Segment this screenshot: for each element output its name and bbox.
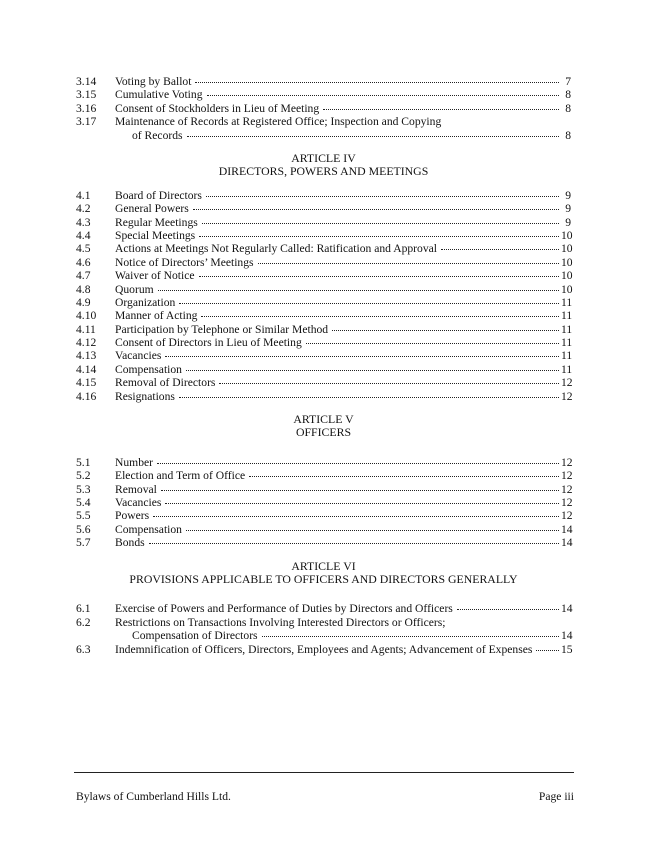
toc-entry: [76, 390, 571, 403]
toc-entry-number: 4.12: [76, 336, 97, 350]
dot-leader: [157, 462, 559, 464]
toc-entry-page: 12: [561, 376, 573, 390]
footer-page-number: Page iii: [538, 790, 574, 803]
toc-entry-page: 12: [561, 496, 573, 509]
toc-entry-page: 8: [565, 128, 571, 142]
toc-entry: [76, 483, 571, 496]
toc-entry: [76, 115, 571, 128]
toc-entry-title: Vacancies: [115, 496, 162, 509]
toc-entry-title: Removal: [115, 482, 157, 496]
toc-entry-page: 8: [565, 101, 571, 115]
dot-leader: [457, 608, 559, 610]
toc-entry-page: 14: [561, 602, 573, 616]
dot-leader: [199, 275, 559, 277]
toc-entry-page: 11: [561, 309, 573, 323]
toc-entry-title: Board of Directors: [115, 188, 202, 202]
footer-divider: [74, 772, 574, 773]
dot-leader: [165, 355, 559, 357]
toc-entry-title: Participation by Telephone or Similar Method: [115, 322, 329, 336]
dot-leader: [179, 302, 559, 304]
toc-entry-title: Manner of Acting: [115, 309, 198, 323]
toc-entry: [76, 349, 571, 362]
toc-entry-number: 5.6: [76, 522, 91, 536]
toc-entry-number: 5.1: [76, 455, 91, 469]
toc-entry-number: 4.13: [76, 349, 97, 363]
toc-entry-page: 10: [561, 282, 573, 296]
article-entries: [76, 456, 571, 550]
article-entries: [76, 602, 571, 656]
dot-leader: [153, 515, 559, 517]
toc-entry: [76, 202, 571, 215]
toc-entry-page: 15: [561, 642, 573, 656]
dot-leader: [193, 208, 559, 210]
toc-entry-number: 5.3: [76, 482, 91, 496]
dot-leader: [201, 315, 559, 317]
toc-entry-number: 3.16: [76, 101, 97, 115]
dot-leader: [186, 369, 559, 371]
toc-entry: [76, 229, 571, 242]
toc-entry-page: 11: [561, 349, 573, 363]
toc-entry-title: Vacancies: [115, 349, 162, 363]
toc-entry-title: Bonds: [115, 536, 145, 550]
dot-leader: [249, 475, 559, 477]
toc-entry-number: 3.14: [76, 75, 97, 88]
toc-entry: [76, 602, 571, 615]
dot-leader: [441, 248, 559, 250]
toc-entry-number: 6.1: [76, 602, 91, 616]
toc-entry-title: Cumulative Voting: [115, 88, 203, 102]
toc-entry-number: 4.16: [76, 389, 97, 403]
toc-entry: [76, 75, 571, 88]
toc-entry-number: 3.15: [76, 88, 97, 102]
toc-entry: [76, 536, 571, 549]
toc-entry-number: 3.17: [76, 115, 97, 129]
toc-entry-page: 11: [561, 322, 573, 336]
toc-entry-page: 8: [565, 88, 571, 102]
toc-entry-title: Compensation: [115, 362, 182, 376]
toc-entry: [76, 216, 571, 229]
toc-entry: [76, 376, 571, 389]
toc-entry: [76, 283, 571, 296]
footer-document-title: Bylaws of Cumberland Hills Ltd.: [76, 790, 231, 803]
table-of-contents: [76, 75, 571, 656]
toc-entry: [76, 88, 571, 101]
toc-entry-page: 12: [561, 455, 573, 469]
dot-leader: [179, 396, 559, 398]
toc-entry-title-cont: Compensation of Directors: [132, 629, 258, 643]
toc-entry-number: 6.3: [76, 642, 91, 656]
toc-entry: [76, 336, 571, 349]
toc-entry-page: 7: [565, 75, 571, 88]
toc-entry-number: 5.4: [76, 496, 91, 509]
toc-entry-page: 10: [561, 242, 573, 256]
dot-leader: [158, 289, 559, 291]
toc-entry-title: General Powers: [115, 202, 189, 216]
toc-entry: [76, 509, 571, 522]
article-entries: [76, 189, 571, 403]
article-title: PROVISIONS APPLICABLE TO OFFICERS AND DIRECTORS GENERALLY: [129, 571, 518, 586]
toc-entry-number: 4.11: [76, 322, 96, 336]
dot-leader: [202, 222, 559, 224]
toc-entry-number: 4.7: [76, 269, 91, 283]
article-heading: ARTICLE VI: [291, 558, 356, 573]
dot-leader: [186, 529, 559, 531]
toc-entry-page: 11: [561, 362, 573, 376]
toc-entry-title: Maintenance of Records at Registered Office; Inspection and Copying: [115, 115, 442, 129]
article-heading: ARTICLE IV: [291, 150, 356, 165]
dot-leader: [187, 135, 559, 137]
dot-leader: [306, 342, 559, 344]
toc-entry: [76, 643, 571, 656]
toc-entry-title: Organization: [115, 295, 176, 309]
toc-entry-page: 12: [561, 509, 573, 523]
toc-entry: [76, 616, 571, 629]
toc-entry-continuation: [76, 129, 571, 142]
dot-leader: [206, 195, 559, 197]
toc-entry: [76, 309, 571, 322]
toc-entry-number: 4.15: [76, 376, 97, 390]
dot-leader: [536, 649, 559, 651]
toc-entry-page: 14: [561, 629, 573, 643]
toc-entry-number: 4.8: [76, 282, 91, 296]
toc-entry-number: 4.2: [76, 202, 91, 216]
dot-leader: [161, 489, 559, 491]
toc-entry-title: Special Meetings: [115, 228, 196, 242]
toc-entry-title: Voting by Ballot: [115, 75, 192, 88]
toc-entry-title: Notice of Directors’ Meetings: [115, 255, 254, 269]
toc-entry-number: 4.14: [76, 362, 97, 376]
toc-entry-title: Removal of Directors: [115, 376, 216, 390]
toc-entry-page: 12: [561, 482, 573, 496]
toc-entry-title: Election and Term of Office: [115, 469, 246, 483]
dot-leader: [149, 542, 559, 544]
toc-entry-number: 4.4: [76, 228, 91, 242]
dot-leader: [199, 235, 559, 237]
toc-entry: [76, 456, 571, 469]
toc-entry-page: 9: [565, 188, 571, 202]
toc-entry-title: Compensation: [115, 522, 182, 536]
toc-entry: [76, 102, 571, 115]
dot-leader: [195, 81, 559, 83]
toc-entry: [76, 496, 571, 509]
toc-entry: [76, 523, 571, 536]
toc-entry-title: Indemnification of Officers, Directors, Employees and Agents; Advancement of Expenses: [115, 642, 533, 656]
toc-entry-title: Quorum: [115, 282, 154, 296]
toc-entry: [76, 269, 571, 282]
dot-leader: [207, 94, 560, 96]
toc-entry-number: 5.7: [76, 536, 91, 550]
toc-entry-number: 4.3: [76, 215, 91, 229]
toc-entry-number: 4.10: [76, 309, 97, 323]
toc-entry: [76, 469, 571, 482]
dot-leader: [258, 262, 559, 264]
toc-entry: [76, 242, 571, 255]
toc-entry-page: 12: [561, 389, 573, 403]
toc-entry-title: Exercise of Powers and Performance of Duties by Directors and Officers: [115, 602, 453, 616]
dot-leader: [332, 329, 559, 331]
toc-entry-title-cont: of Records: [132, 128, 183, 142]
toc-entry-page: 10: [561, 255, 573, 269]
toc-entry-title: Restrictions on Transactions Involving Interested Directors or Officers;: [115, 615, 446, 629]
article-heading: ARTICLE V: [293, 412, 354, 427]
toc-entry: [76, 323, 571, 336]
toc-entry-page: 10: [561, 269, 573, 283]
article-title: DIRECTORS, POWERS AND MEETINGS: [218, 164, 429, 179]
toc-entry-title: Regular Meetings: [115, 215, 198, 229]
toc-entry-page: 9: [565, 215, 571, 229]
toc-entry: [76, 296, 571, 309]
toc-entry-title: Actions at Meetings Not Regularly Called: Ratification and Approval: [115, 242, 437, 256]
toc-entry: [76, 363, 571, 376]
toc-entry-title: Powers: [115, 509, 150, 523]
toc-entry-page: 12: [561, 469, 573, 483]
toc-entry-page: 11: [561, 295, 573, 309]
article-title: OFFICERS: [295, 425, 352, 440]
toc-entry: [76, 256, 571, 269]
toc-entry-number: 4.1: [76, 188, 91, 202]
dot-leader: [165, 502, 559, 504]
toc-entry-page: 14: [561, 536, 573, 550]
toc-entry-number: 4.9: [76, 295, 91, 309]
toc-entry-title: Consent of Directors in Lieu of Meeting: [115, 336, 302, 350]
toc-entry-title: Resignations: [115, 389, 175, 403]
toc-entry-title: Consent of Stockholders in Lieu of Meeting: [115, 101, 320, 115]
toc-entry-number: 4.6: [76, 255, 91, 269]
toc-entry-title: Waiver of Notice: [115, 269, 195, 283]
dot-leader: [219, 382, 559, 384]
toc-entry-number: 5.5: [76, 509, 91, 523]
toc-entry: [76, 189, 571, 202]
toc-entry-number: 5.2: [76, 469, 91, 483]
toc-entry-number: 4.5: [76, 242, 91, 256]
dot-leader: [262, 635, 559, 637]
toc-entry-page: 11: [561, 336, 573, 350]
toc-entry-page: 14: [561, 522, 573, 536]
toc-entry-title: Number: [115, 455, 153, 469]
toc-entry-number: 6.2: [76, 615, 91, 629]
toc-entry-continuation: [76, 629, 571, 642]
toc-entry-page: 10: [561, 228, 573, 242]
dot-leader: [323, 108, 559, 110]
toc-entry-page: 9: [565, 202, 571, 216]
